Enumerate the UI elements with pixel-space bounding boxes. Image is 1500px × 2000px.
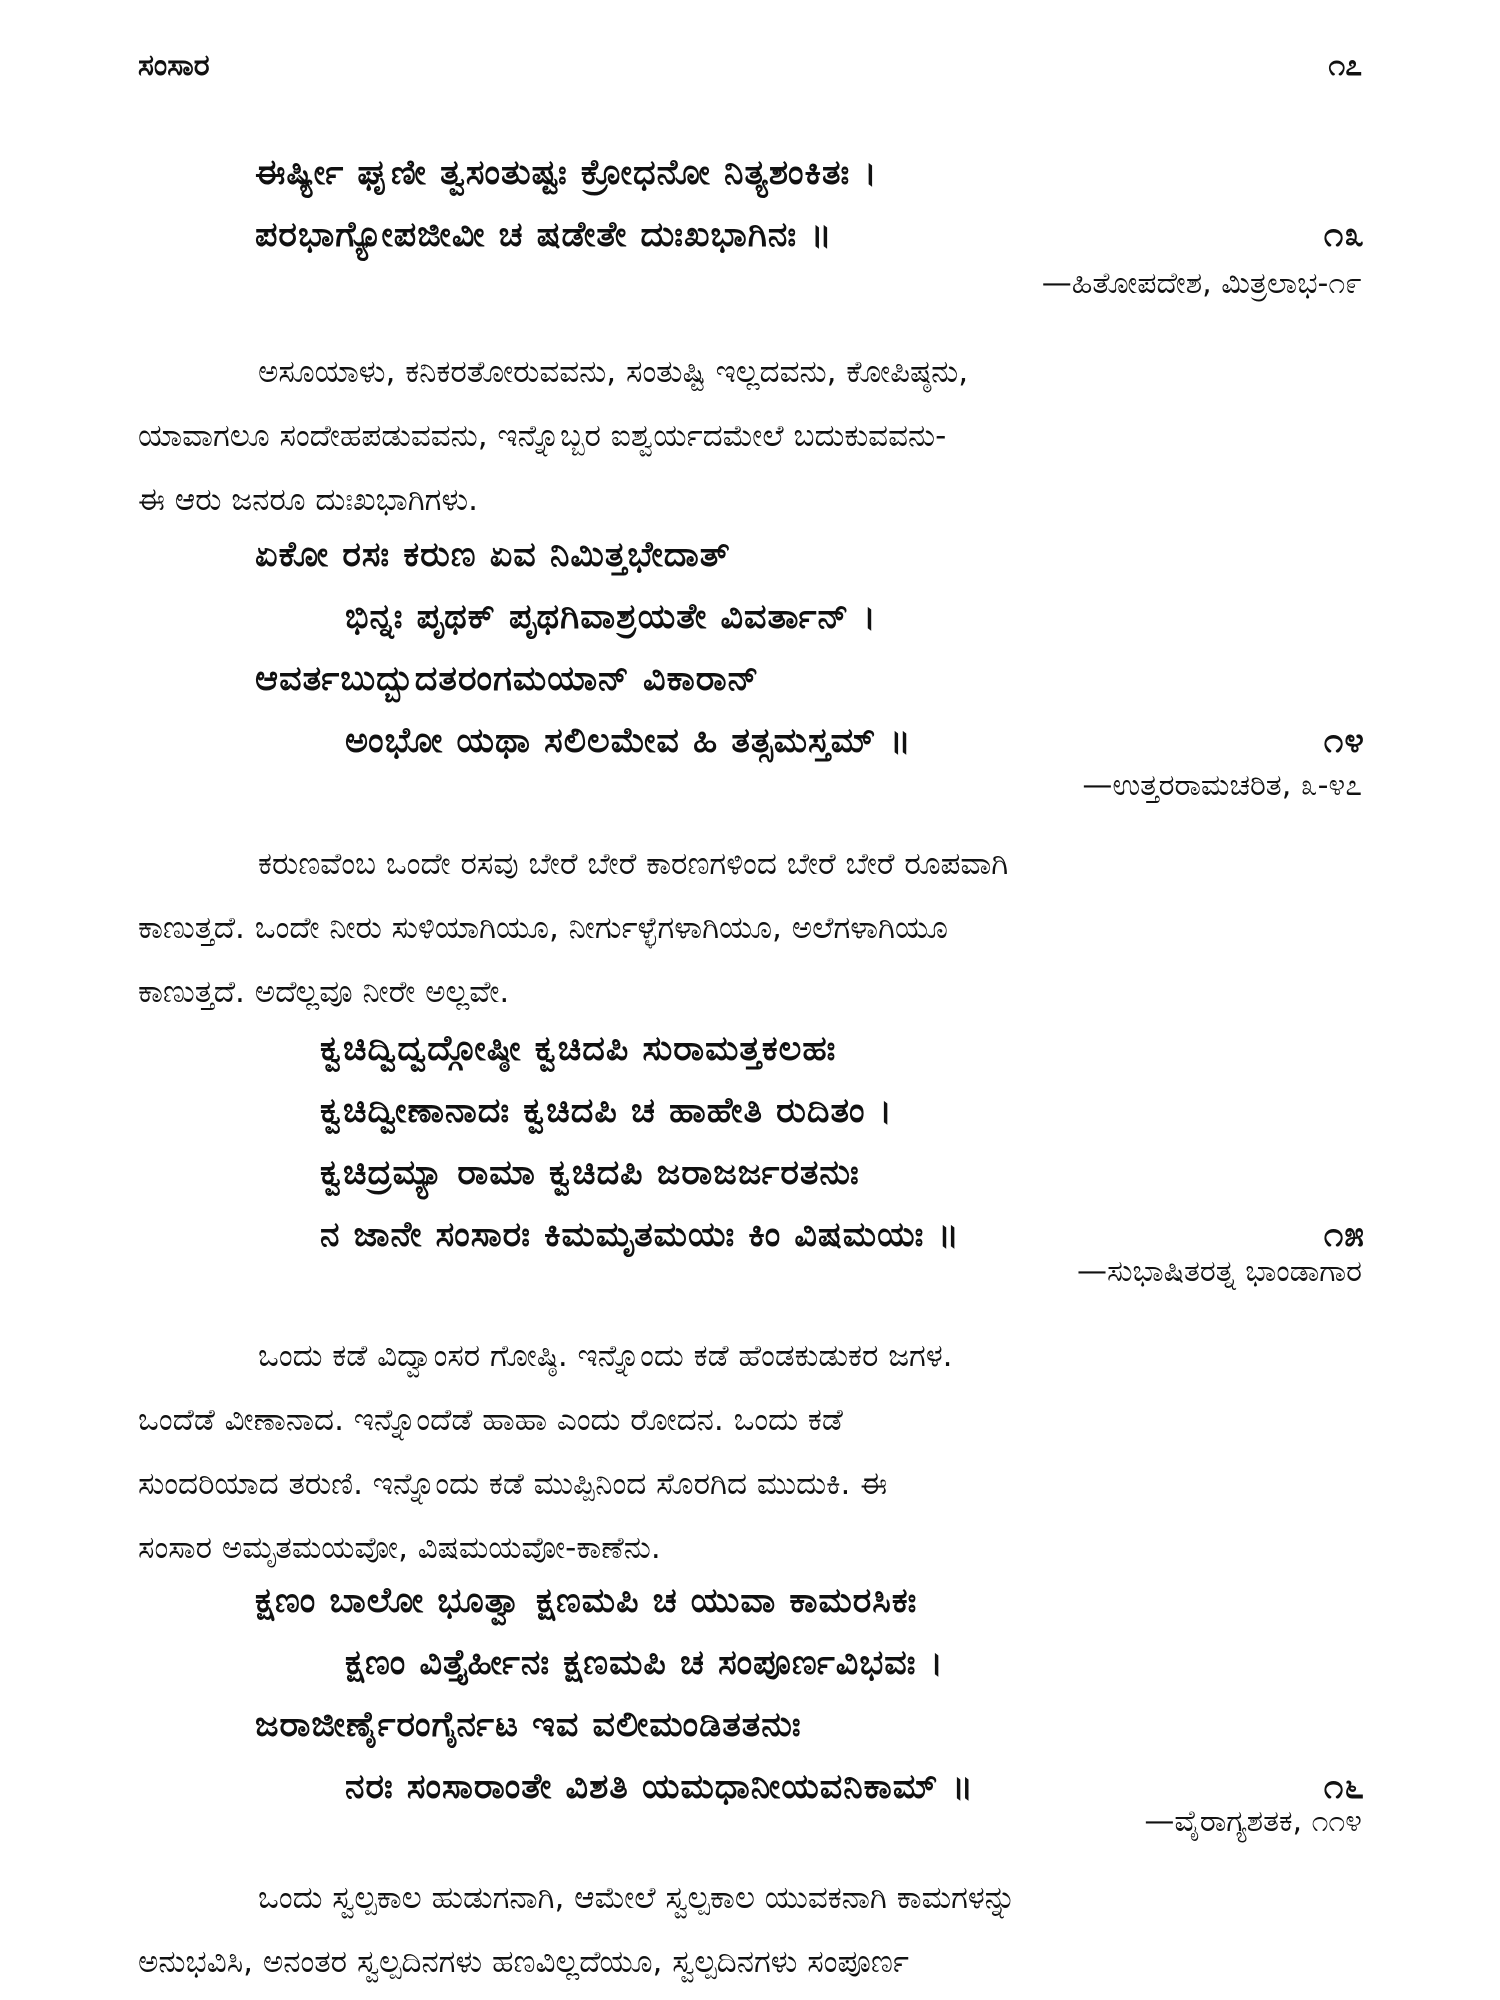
- page-header: [138, 48, 1362, 92]
- translation-paragraph: [138, 832, 1362, 1024]
- paragraph-line: ಈ ಆರು ಜನರೂ ದುಃಖಭಾಗಿಗಳು.: [138, 482, 478, 518]
- paragraph-line: ಸಂಸಾರ ಅಮೃತಮಯವೋ, ವಿಷಮಯವೋ-ಕಾಣೆನು.: [138, 1530, 661, 1566]
- verse-line: ಕ್ವಚಿದ್ವೀಣಾನಾದಃ ಕ್ವಚಿದಪಿ ಚ ಹಾಹೇತಿ ರುದಿತಂ ।: [320, 1091, 893, 1131]
- paragraph-line: ಕಾಣುತ್ತದೆ. ಒಂದೇ ನೀರು ಸುಳಿಯಾಗಿಯೂ, ನೀರ್ಗುಳ್ಳೆಗಳಾಗಿಯೂ, ಅಲೆಗಳಾಗಿಯೂ: [138, 910, 948, 946]
- paragraph-line: ಸುಂದರಿಯಾದ ತರುಣಿ. ಇನ್ನೊಂದು ಕಡೆ ಮುಪ್ಪಿನಿಂದ ಸೊರಗಿದ ಮುದುಕಿ. ಈ: [138, 1466, 888, 1502]
- verse-line: [255, 204, 1365, 266]
- verse-line: ಈರ್ಷ್ಯೀ ಘೃಣೀ ತ್ವಸಂತುಷ್ಟಃ ಕ್ರೋಧನೋ ನಿತ್ಯಶಂಕಿತಃ ।: [255, 153, 878, 193]
- verse-line: ಜರಾಜೀರ್ಣೈರಂಗೈರ್ನಟ ಇವ ವಲೀಮಂಡಿತತನುಃ: [255, 1705, 802, 1745]
- verse-line: ಭಿನ್ನಃ ಪೃಥಕ್ ಪೃಥಗಿವಾಶ್ರಯತೇ ವಿವರ್ತಾನ್ ।: [345, 597, 877, 637]
- verse-line: ಕ್ಷಣಂ ವಿತ್ತೈರ್ಹೀನಃ ಕ್ಷಣಮಪಿ ಚ ಸಂಪೂರ್ಣವಿಭವಃ ।: [345, 1643, 944, 1683]
- paragraph-line: ಒಂದು ಸ್ವಲ್ಪಕಾಲ ಹುಡುಗನಾಗಿ, ಆಮೇಲೆ ಸ್ವಲ್ಪಕಾಲ ಯುವಕನಾಗಿ ಕಾಮಗಳನ್ನು: [258, 1880, 1016, 1916]
- verse-14: [255, 524, 1365, 772]
- paragraph-line: ಅನುಭವಿಸಿ, ಅನಂತರ ಸ್ವಲ್ಪದಿನಗಳು ಹಣವಿಲ್ಲದೆಯೂ, ಸ್ವಲ್ಪದಿನಗಳು ಸಂಪೂರ್ಣ: [138, 1944, 909, 1980]
- verse-source: —ಹಿತೋಪದೇಶ, ಮಿತ್ರಲಾಭ-೧೯: [1041, 266, 1362, 301]
- verse-line: [255, 710, 1365, 772]
- page-number: ೧೭: [1328, 48, 1362, 83]
- verse-line: ಕ್ವಚಿದ್ರಮ್ಯಾ ರಾಮಾ ಕ್ವಚಿದಪಿ ಜರಾಜರ್ಜರತನುಃ: [320, 1153, 860, 1193]
- paragraph-line: ಒಂದೆಡೆ ವೀಣಾನಾದ. ಇನ್ನೊಂದೆಡೆ ಹಾಹಾ ಎಂದು ರೋದನ. ಒಂದು ಕಡೆ: [138, 1402, 843, 1438]
- verse-source: —ವೈರಾಗ್ಯಶತಕ, ೧೧೪: [1144, 1804, 1362, 1839]
- verse-line-text: ನರಃ ಸಂಸಾರಾಂತೇ ವಿಶತಿ ಯಮಧಾನೀಯವನಿಕಾಮ್ ॥: [345, 1767, 974, 1807]
- verse-16: [255, 1570, 1365, 1818]
- verse-number: ೧೪: [1323, 721, 1365, 761]
- verse-line: ಏಕೋ ರಸಃ ಕರುಣ ಏವ ನಿಮಿತ್ತಭೇದಾತ್: [255, 535, 731, 575]
- paragraph-line: ಕರುಣವೆಂಬ ಒಂದೇ ರಸವು ಬೇರೆ ಬೇರೆ ಕಾರಣಗಳಿಂದ ಬೇರೆ ಬೇರೆ ರೂಪವಾಗಿ: [258, 846, 1009, 882]
- verse-line-text: ಅಂಭೋ ಯಥಾ ಸಲಿಲಮೇವ ಹಿ ತತ್ಸಮಸ್ತಮ್ ॥: [345, 721, 912, 761]
- paragraph-line: ಕಾಣುತ್ತದೆ. ಅದೆಲ್ಲವೂ ನೀರೇ ಅಲ್ಲವೇ.: [138, 974, 510, 1010]
- verse-line: ಕ್ವಚಿದ್ವಿದ್ವದ್ಗೋಷ್ಠೀ ಕ್ವಚಿದಪಿ ಸುರಾಮತ್ತಕಲಹಃ: [320, 1029, 837, 1069]
- verse-number: ೧೬: [1323, 1767, 1365, 1807]
- verse-line: ಆವರ್ತಬುದ್ಬುದತರಂಗಮಯಾನ್ ವಿಕಾರಾನ್: [255, 659, 760, 699]
- translation-paragraph: [138, 1866, 1362, 1994]
- verse-line-text: ನ ಜಾನೇ ಸಂಸಾರಃ ಕಿಮಮೃತಮಯಃ ಕಿಂ ವಿಷಮಯಃ ॥: [320, 1215, 960, 1255]
- paragraph-line: ಒಂದು ಕಡೆ ವಿದ್ವಾಂಸರ ಗೋಷ್ಠಿ. ಇನ್ನೊಂದು ಕಡೆ ಹೆಂಡಕುಡುಕರ ಜಗಳ.: [258, 1338, 953, 1374]
- translation-paragraph: [138, 340, 1362, 532]
- paragraph-line: ಅಸೂಯಾಳು, ಕನಿಕರತೋರುವವನು, ಸಂತುಷ್ಟಿ ಇಲ್ಲದವನು, ಕೋಪಿಷ್ಠನು,: [258, 354, 969, 390]
- verse-source: —ಸುಭಾಷಿತರತ್ನ ಭಾಂಡಾಗಾರ: [1077, 1254, 1362, 1289]
- verse-line: ಕ್ಷಣಂ ಬಾಲೋ ಭೂತ್ವಾ ಕ್ಷಣಮಪಿ ಚ ಯುವಾ ಕಾಮರಸಿಕಃ: [255, 1581, 918, 1621]
- verse-source: —ಉತ್ತರರಾಮಚರಿತ, ೩-೪೭: [1082, 768, 1362, 803]
- running-title: ಸಂಸಾರ: [138, 48, 210, 83]
- verse-number: ೧೩: [1323, 215, 1365, 255]
- translation-paragraph: [138, 1324, 1362, 1580]
- paragraph-line: ಯಾವಾಗಲೂ ಸಂದೇಹಪಡುವವನು, ಇನ್ನೊಬ್ಬರ ಐಶ್ವರ್ಯದಮೇಲೆ ಬದುಕುವವನು-: [138, 418, 947, 454]
- verse-number: ೧೫: [1323, 1215, 1365, 1255]
- verse-line-text: ಪರಭಾಗ್ಯೋಪಜೀವೀ ಚ ಷಡೇತೇ ದುಃಖಭಾಗಿನಃ ॥: [255, 215, 833, 255]
- verse-13: [255, 142, 1365, 266]
- verse-15: [320, 1018, 1365, 1266]
